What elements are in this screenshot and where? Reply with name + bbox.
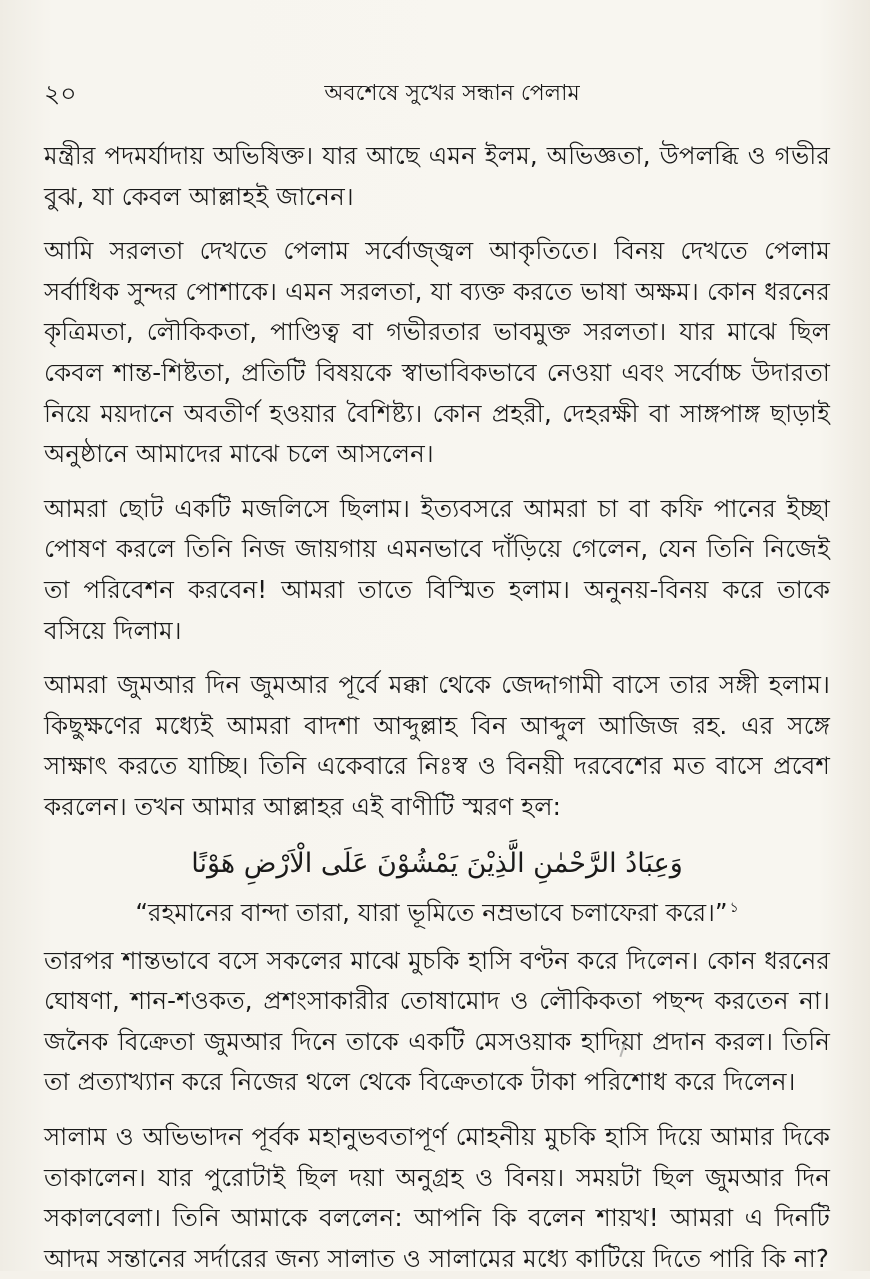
page-number: ২০ xyxy=(44,79,77,108)
running-title: অবশেষে সুখের সন্ধান পেলাম xyxy=(324,81,580,106)
paragraph-5: তারপর শান্তভাবে বসে সকলের মাঝে মুচকি হাসি বণ্টন করে দিলেন। কোন ধরনের ঘোষণা, শান-শওকত, প্রশংসাকারীর তোষামোদ ও লৌকিকতা পছন্দ করতেন না। জনৈক বিক্রেতা জুমআর দিনে তাকে একটি মেসওয়াক হাদিয়া প্রদান করল। তিনি তা প্রত্যাখ্যান করে নিজের থলে থেকে বিক্রেতাকে টাকা পরিশোধ করে দিলেন। xyxy=(44,945,830,1097)
paragraph-6: সালাম ও অভিভাদন পূর্বক মহানুভবতাপূর্ণ মোহনীয় মুচকি হাসি দিয়ে আমার দিকে তাকালেন। যার পুরোটাই ছিল দয়া অনুগ্রহ ও বিনয়। সময়টা ছিল জুমআর দিন সকালবেলা। তিনি আমাকে বললেন: আপনি কি বলেন শায়খ! আমরা এ দিনটি আদম সন্তানের সর্দারের জন্য সালাত ও সালামের মধ্যে কাটিয়ে দিতে পারি কি না? xyxy=(44,1122,830,1273)
paragraph-1: মন্ত্রীর পদমর্যাদায় অভিষিক্ত। যার আছে এমন ইলম, অভিজ্ঞতা, উপলব্ধি ও গভীর বুঝ, যা কেবল আল্লাহই জানেন। xyxy=(44,141,830,211)
verse-translation-text: “রহমানের বান্দা তারা, যারা ভূমিতে নম্রভাবে চলাফেরা করে।” xyxy=(135,897,728,927)
running-header xyxy=(44,74,830,114)
paragraph-2: আমি সরলতা দেখতে পেলাম সর্বোজ্জ্বল আকৃতিতে। বিনয় দেখতে পেলাম সর্বাধিক সুন্দর পোশাকে। এমন সরলতা, যা ব্যক্ত করতে ভাষা অক্ষম। কোন ধরনের কৃত্রিমতা, লৌকিকতা, পাণ্ডিত্ব বা গভীরতার ভাবমুক্ত সরলতা। যার মাঝে ছিল কেবল শান্ত-শিষ্টতা, প্রতিটি বিষয়কে স্বাভাবিকভাবে নেওয়া এবং সর্বোচ্চ উদারতা নিয়ে ময়দানে অবতীর্ণ হওয়ার বৈশিষ্ট্য। কোন প্রহরী, দেহরক্ষী বা সাঙ্গপাঙ্গ ছাড়াই অনুষ্ঠানে আমাদের মাঝে চলে আসলেন। xyxy=(44,236,830,469)
paragraph-3: আমরা ছোট একটি মজলিসে ছিলাম। ইত্যবসরে আমরা চা বা কফি পানের ইচ্ছা পোষণ করলে তিনি নিজ জায়গায় এমনভাবে দাঁড়িয়ে গেলেন, যেন তিনি নিজেই তা পরিবেশন করবেন! আমরা তাতে বিস্মিত হলাম। অনুনয়-বিনয় করে তাকে বসিয়ে দিলাম। xyxy=(44,493,830,645)
footnote-ref: ১ xyxy=(729,899,739,916)
arabic-verse: وَعِبَادُ الرَّحْمٰنِ الَّذِيْنَ يَمْشُوْنَ عَلَى الْاَرْضِ هَوْنًا xyxy=(191,847,683,879)
verse-translation xyxy=(44,888,830,933)
paragraph-4: আমরা জুমআর দিন জুমআর পূর্বে মক্কা থেকে জেদ্দাগামী বাসে তার সঙ্গী হলাম। কিছুক্ষণের মধ্যেই আমরা বাদশা আব্দুল্লাহ বিন আব্দুল আজিজ রহ. এর সঙ্গে সাক্ষাৎ করতে যাচ্ছি। তিনি একেবারে নিঃস্ব ও বিনয়ী দরবেশের মত বাসে প্রবেশ করলেন। তখন আমার আল্লাহর এই বাণীটি স্মরণ হল: xyxy=(44,670,830,821)
